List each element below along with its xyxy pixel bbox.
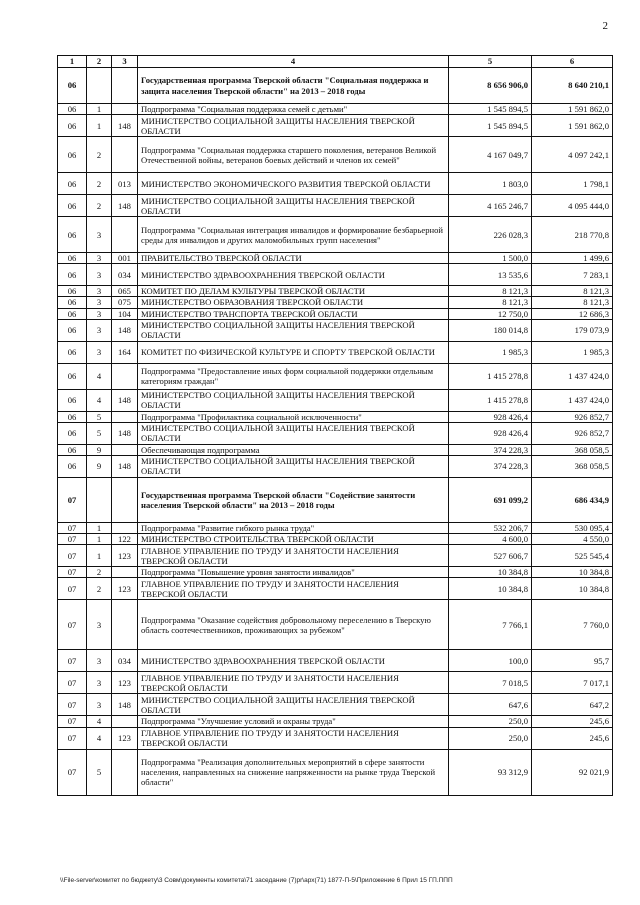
cell-code: 06	[58, 137, 87, 173]
cell-subprogram: 4	[87, 727, 112, 749]
cell-value-6: 4 095 444,0	[532, 195, 613, 217]
cell-value-5: 374 228,3	[449, 455, 532, 477]
cell-value-6: 7 017,1	[532, 672, 613, 694]
cell-name: Подпрограмма "Реализация дополнительных мероприятий в сфере занятости населения, направленных на снижение напряженности на рынке труда Тверской области"	[138, 749, 449, 795]
cell-code: 06	[58, 319, 87, 341]
cell-name: МИНИСТЕРСТВО СОЦИАЛЬНОЙ ЗАЩИТЫ НАСЕЛЕНИЯ ТВЕРСКОЙ ОБЛАСТИ	[138, 694, 449, 716]
cell-subprogram: 9	[87, 444, 112, 455]
cell-code: 06	[58, 455, 87, 477]
cell-code: 07	[58, 567, 87, 578]
cell-value-6: 1 591 862,0	[532, 115, 613, 137]
cell-subprogram: 4	[87, 389, 112, 411]
cell-subprogram: 3	[87, 694, 112, 716]
cell-value-5: 4 167 049,7	[449, 137, 532, 173]
header-row	[58, 56, 613, 68]
cell-subprogram: 5	[87, 411, 112, 422]
cell-value-6: 12 686,3	[532, 308, 613, 319]
column-header: 6	[532, 56, 613, 68]
cell-department: 122	[112, 534, 138, 545]
cell-name: МИНИСТЕРСТВО СТРОИТЕЛЬСТВА ТВЕРСКОЙ ОБЛАСТИ	[138, 534, 449, 545]
cell-value-6: 245,6	[532, 716, 613, 727]
cell-code: 06	[58, 389, 87, 411]
table-row	[58, 716, 613, 727]
cell-name: Обеспечивающая подпрограмма	[138, 444, 449, 455]
cell-department: 123	[112, 672, 138, 694]
cell-value-5: 8 121,3	[449, 286, 532, 297]
cell-department	[112, 477, 138, 522]
cell-code: 06	[58, 115, 87, 137]
cell-name: МИНИСТЕРСТВО СОЦИАЛЬНОЙ ЗАЩИТЫ НАСЕЛЕНИЯ ТВЕРСКОЙ ОБЛАСТИ	[138, 422, 449, 444]
cell-name: МИНИСТЕРСТВО ОБРАЗОВАНИЯ ТВЕРСКОЙ ОБЛАСТИ	[138, 297, 449, 308]
table-row	[58, 522, 613, 533]
column-header: 4	[138, 56, 449, 68]
cell-code: 06	[58, 173, 87, 195]
cell-value-6: 686 434,9	[532, 477, 613, 522]
cell-code: 07	[58, 578, 87, 600]
cell-department	[112, 444, 138, 455]
cell-subprogram: 3	[87, 672, 112, 694]
cell-value-6: 8 640 210,1	[532, 68, 613, 104]
table-row	[58, 477, 613, 522]
cell-name: МИНИСТЕРСТВО СОЦИАЛЬНОЙ ЗАЩИТЫ НАСЕЛЕНИЯ ТВЕРСКОЙ ОБЛАСТИ	[138, 455, 449, 477]
cell-subprogram: 5	[87, 422, 112, 444]
cell-subprogram: 3	[87, 286, 112, 297]
table-row	[58, 137, 613, 173]
table-row	[58, 173, 613, 195]
cell-value-6: 95,7	[532, 650, 613, 672]
cell-code: 06	[58, 341, 87, 363]
table-row	[58, 363, 613, 389]
cell-name: КОМИТЕТ ПО ДЕЛАМ КУЛЬТУРЫ ТВЕРСКОЙ ОБЛАСТИ	[138, 286, 449, 297]
cell-value-6: 1 591 862,0	[532, 104, 613, 115]
cell-department: 164	[112, 341, 138, 363]
cell-subprogram: 2	[87, 137, 112, 173]
cell-department: 104	[112, 308, 138, 319]
cell-subprogram: 3	[87, 264, 112, 286]
table-row	[58, 694, 613, 716]
cell-code: 07	[58, 534, 87, 545]
cell-value-5: 12 750,0	[449, 308, 532, 319]
cell-value-5: 7 018,5	[449, 672, 532, 694]
table-row	[58, 600, 613, 650]
cell-value-6: 1 437 424,0	[532, 363, 613, 389]
cell-value-5: 1 985,3	[449, 341, 532, 363]
cell-value-5: 4 600,0	[449, 534, 532, 545]
cell-department: 075	[112, 297, 138, 308]
cell-value-5: 1 545 894,5	[449, 115, 532, 137]
table-row	[58, 455, 613, 477]
cell-code: 07	[58, 477, 87, 522]
cell-value-5: 532 206,7	[449, 522, 532, 533]
cell-name: КОМИТЕТ ПО ФИЗИЧЕСКОЙ КУЛЬТУРЕ И СПОРТУ ТВЕРСКОЙ ОБЛАСТИ	[138, 341, 449, 363]
cell-value-5: 8 121,3	[449, 297, 532, 308]
cell-value-6: 1 798,1	[532, 173, 613, 195]
cell-name: ПРАВИТЕЛЬСТВО ТВЕРСКОЙ ОБЛАСТИ	[138, 253, 449, 264]
cell-value-5: 93 312,9	[449, 749, 532, 795]
cell-value-6: 1 437 424,0	[532, 389, 613, 411]
cell-department: 148	[112, 422, 138, 444]
cell-value-6: 926 852,7	[532, 422, 613, 444]
cell-code: 07	[58, 694, 87, 716]
cell-subprogram: 3	[87, 319, 112, 341]
cell-value-6: 92 021,9	[532, 749, 613, 795]
cell-subprogram	[87, 68, 112, 104]
cell-subprogram: 9	[87, 455, 112, 477]
cell-name: ГЛАВНОЕ УПРАВЛЕНИЕ ПО ТРУДУ И ЗАНЯТОСТИ НАСЕЛЕНИЯ ТВЕРСКОЙ ОБЛАСТИ	[138, 672, 449, 694]
cell-value-6: 8 121,3	[532, 297, 613, 308]
cell-name: Подпрограмма "Социальная поддержка старшего поколения, ветеранов Великой Отечественной войны, ветеранов боевых действий и членов их семей"	[138, 137, 449, 173]
cell-code: 06	[58, 286, 87, 297]
table-row	[58, 389, 613, 411]
cell-department: 148	[112, 195, 138, 217]
table-row	[58, 727, 613, 749]
footer-file-path: \\File-server\комитет по бюджету\3 Совм\документы комитета\71 заседание (7)pr\арх(71) 1877-П-5\Приложение 6 Прил 15 ГП.ППП	[60, 877, 453, 884]
cell-value-5: 1 545 894,5	[449, 104, 532, 115]
cell-subprogram: 3	[87, 297, 112, 308]
cell-value-6: 10 384,8	[532, 578, 613, 600]
cell-code: 07	[58, 716, 87, 727]
cell-department	[112, 137, 138, 173]
cell-name: МИНИСТЕРСТВО СОЦИАЛЬНОЙ ЗАЩИТЫ НАСЕЛЕНИЯ ТВЕРСКОЙ ОБЛАСТИ	[138, 195, 449, 217]
cell-code: 07	[58, 545, 87, 567]
cell-name: МИНИСТЕРСТВО ЗДРАВООХРАНЕНИЯ ТВЕРСКОЙ ОБЛАСТИ	[138, 264, 449, 286]
cell-name: МИНИСТЕРСТВО ЭКОНОМИЧЕСКОГО РАЗВИТИЯ ТВЕРСКОЙ ОБЛАСТИ	[138, 173, 449, 195]
cell-code: 07	[58, 522, 87, 533]
cell-name: ГЛАВНОЕ УПРАВЛЕНИЕ ПО ТРУДУ И ЗАНЯТОСТИ НАСЕЛЕНИЯ ТВЕРСКОЙ ОБЛАСТИ	[138, 727, 449, 749]
cell-name: МИНИСТЕРСТВО СОЦИАЛЬНОЙ ЗАЩИТЫ НАСЕЛЕНИЯ ТВЕРСКОЙ ОБЛАСТИ	[138, 319, 449, 341]
column-header: 2	[87, 56, 112, 68]
cell-department: 034	[112, 650, 138, 672]
cell-value-5: 7 766,1	[449, 600, 532, 650]
cell-name: МИНИСТЕРСТВО ТРАНСПОРТА ТВЕРСКОЙ ОБЛАСТИ	[138, 308, 449, 319]
cell-department	[112, 217, 138, 253]
cell-value-5: 1 500,0	[449, 253, 532, 264]
cell-name: Подпрограмма "Повышение уровня занятости инвалидов"	[138, 567, 449, 578]
cell-value-6: 1 985,3	[532, 341, 613, 363]
table-row	[58, 567, 613, 578]
table-body	[58, 68, 613, 796]
table-row	[58, 578, 613, 600]
cell-department: 123	[112, 578, 138, 600]
cell-value-6: 1 499,6	[532, 253, 613, 264]
cell-department: 148	[112, 694, 138, 716]
column-header: 1	[58, 56, 87, 68]
cell-subprogram: 1	[87, 534, 112, 545]
cell-subprogram: 3	[87, 253, 112, 264]
cell-value-5: 250,0	[449, 716, 532, 727]
cell-value-6: 7 283,1	[532, 264, 613, 286]
table-row	[58, 195, 613, 217]
cell-department: 148	[112, 455, 138, 477]
table-row	[58, 253, 613, 264]
cell-value-6: 368 058,5	[532, 444, 613, 455]
cell-code: 06	[58, 104, 87, 115]
cell-subprogram: 4	[87, 363, 112, 389]
page-number: 2	[602, 20, 608, 32]
table-row	[58, 217, 613, 253]
cell-department: 123	[112, 727, 138, 749]
cell-subprogram: 3	[87, 600, 112, 650]
cell-subprogram	[87, 477, 112, 522]
cell-name: ГЛАВНОЕ УПРАВЛЕНИЕ ПО ТРУДУ И ЗАНЯТОСТИ НАСЕЛЕНИЯ ТВЕРСКОЙ ОБЛАСТИ	[138, 578, 449, 600]
cell-value-5: 226 028,3	[449, 217, 532, 253]
table-row	[58, 444, 613, 455]
cell-code: 06	[58, 422, 87, 444]
cell-value-6: 647,2	[532, 694, 613, 716]
cell-name: МИНИСТЕРСТВО ЗДРАВООХРАНЕНИЯ ТВЕРСКОЙ ОБЛАСТИ	[138, 650, 449, 672]
cell-value-5: 1 803,0	[449, 173, 532, 195]
cell-code: 07	[58, 749, 87, 795]
cell-value-5: 180 014,8	[449, 319, 532, 341]
cell-code: 06	[58, 253, 87, 264]
table-row	[58, 411, 613, 422]
cell-value-5: 1 415 278,8	[449, 363, 532, 389]
cell-department	[112, 104, 138, 115]
cell-subprogram: 1	[87, 522, 112, 533]
table-row	[58, 264, 613, 286]
table-row	[58, 534, 613, 545]
cell-value-5: 8 656 906,0	[449, 68, 532, 104]
cell-subprogram: 4	[87, 716, 112, 727]
cell-subprogram: 3	[87, 308, 112, 319]
cell-value-6: 218 770,8	[532, 217, 613, 253]
table-row	[58, 672, 613, 694]
table-row	[58, 286, 613, 297]
cell-department	[112, 363, 138, 389]
column-header: 5	[449, 56, 532, 68]
cell-subprogram: 1	[87, 104, 112, 115]
cell-value-6: 368 058,5	[532, 455, 613, 477]
cell-value-5: 10 384,8	[449, 567, 532, 578]
cell-value-5: 691 099,2	[449, 477, 532, 522]
cell-name: МИНИСТЕРСТВО СОЦИАЛЬНОЙ ЗАЩИТЫ НАСЕЛЕНИЯ ТВЕРСКОЙ ОБЛАСТИ	[138, 115, 449, 137]
cell-department	[112, 567, 138, 578]
cell-name: Подпрограмма "Социальная поддержка семей с детьми"	[138, 104, 449, 115]
table-row	[58, 341, 613, 363]
cell-name: Подпрограмма "Оказание содействия добровольному переселению в Тверскую область соотечественников, проживающих за рубежом"	[138, 600, 449, 650]
table-row	[58, 749, 613, 795]
cell-department: 148	[112, 319, 138, 341]
cell-name: Подпрограмма "Предоставление иных форм социальной поддержки отдельным категориям граждан"	[138, 363, 449, 389]
cell-department	[112, 411, 138, 422]
cell-code: 07	[58, 672, 87, 694]
cell-name: Подпрограмма "Улучшение условий и охраны труда"	[138, 716, 449, 727]
cell-value-5: 100,0	[449, 650, 532, 672]
cell-code: 06	[58, 217, 87, 253]
cell-subprogram: 5	[87, 749, 112, 795]
cell-code: 06	[58, 411, 87, 422]
cell-value-5: 527 606,7	[449, 545, 532, 567]
table-row	[58, 68, 613, 104]
cell-value-6: 4 550,0	[532, 534, 613, 545]
table-row	[58, 297, 613, 308]
cell-department	[112, 522, 138, 533]
cell-value-5: 374 228,3	[449, 444, 532, 455]
cell-value-6: 4 097 242,1	[532, 137, 613, 173]
cell-department: 123	[112, 545, 138, 567]
column-header: 3	[112, 56, 138, 68]
cell-value-5: 928 426,4	[449, 411, 532, 422]
cell-code: 06	[58, 308, 87, 319]
cell-name: Подпрограмма "Развитие гибкого рынка труда"	[138, 522, 449, 533]
cell-department	[112, 749, 138, 795]
cell-value-5: 13 535,6	[449, 264, 532, 286]
cell-name: Государственная программа Тверской области "Социальная поддержка и защита населения Тверской области" на 2013 – 2018 годы	[138, 68, 449, 104]
cell-department	[112, 600, 138, 650]
cell-subprogram: 2	[87, 173, 112, 195]
cell-value-5: 4 165 246,7	[449, 195, 532, 217]
cell-code: 07	[58, 600, 87, 650]
cell-name: ГЛАВНОЕ УПРАВЛЕНИЕ ПО ТРУДУ И ЗАНЯТОСТИ НАСЕЛЕНИЯ ТВЕРСКОЙ ОБЛАСТИ	[138, 545, 449, 567]
cell-name: Государственная программа Тверской области "Содействие занятости населения Тверской области" на 2013 – 2018 годы	[138, 477, 449, 522]
cell-name: МИНИСТЕРСТВО СОЦИАЛЬНОЙ ЗАЩИТЫ НАСЕЛЕНИЯ ТВЕРСКОЙ ОБЛАСТИ	[138, 389, 449, 411]
table-row	[58, 104, 613, 115]
cell-department: 013	[112, 173, 138, 195]
cell-code: 06	[58, 297, 87, 308]
cell-value-6: 10 384,8	[532, 567, 613, 578]
cell-department: 065	[112, 286, 138, 297]
cell-code: 07	[58, 650, 87, 672]
cell-name: Подпрограмма "Профилактика социальной исключенности"	[138, 411, 449, 422]
budget-table	[57, 55, 613, 796]
cell-subprogram: 2	[87, 578, 112, 600]
table-row	[58, 115, 613, 137]
cell-department	[112, 68, 138, 104]
cell-value-6: 245,6	[532, 727, 613, 749]
cell-code: 06	[58, 363, 87, 389]
table-row	[58, 650, 613, 672]
cell-value-6: 8 121,3	[532, 286, 613, 297]
cell-department: 148	[112, 115, 138, 137]
cell-department	[112, 716, 138, 727]
cell-department: 148	[112, 389, 138, 411]
cell-value-5: 10 384,8	[449, 578, 532, 600]
cell-subprogram: 2	[87, 567, 112, 578]
cell-code: 06	[58, 195, 87, 217]
table-row	[58, 545, 613, 567]
cell-subprogram: 1	[87, 115, 112, 137]
table-row	[58, 422, 613, 444]
cell-code: 06	[58, 264, 87, 286]
cell-value-5: 647,6	[449, 694, 532, 716]
cell-value-6: 525 545,4	[532, 545, 613, 567]
cell-value-5: 250,0	[449, 727, 532, 749]
cell-subprogram: 3	[87, 650, 112, 672]
cell-code: 06	[58, 68, 87, 104]
table-row	[58, 319, 613, 341]
cell-value-6: 7 760,0	[532, 600, 613, 650]
cell-value-6: 926 852,7	[532, 411, 613, 422]
cell-department: 001	[112, 253, 138, 264]
table-row	[58, 308, 613, 319]
cell-subprogram: 3	[87, 217, 112, 253]
cell-name: Подпрограмма "Социальная интеграция инвалидов и формирование безбарьерной среды для инвалидов и других маломобильных групп населения"	[138, 217, 449, 253]
cell-value-6: 179 073,9	[532, 319, 613, 341]
cell-value-5: 928 426,4	[449, 422, 532, 444]
cell-subprogram: 2	[87, 195, 112, 217]
cell-department: 034	[112, 264, 138, 286]
cell-value-6: 530 095,4	[532, 522, 613, 533]
cell-value-5: 1 415 278,8	[449, 389, 532, 411]
cell-code: 06	[58, 444, 87, 455]
cell-subprogram: 3	[87, 341, 112, 363]
cell-code: 07	[58, 727, 87, 749]
cell-subprogram: 1	[87, 545, 112, 567]
